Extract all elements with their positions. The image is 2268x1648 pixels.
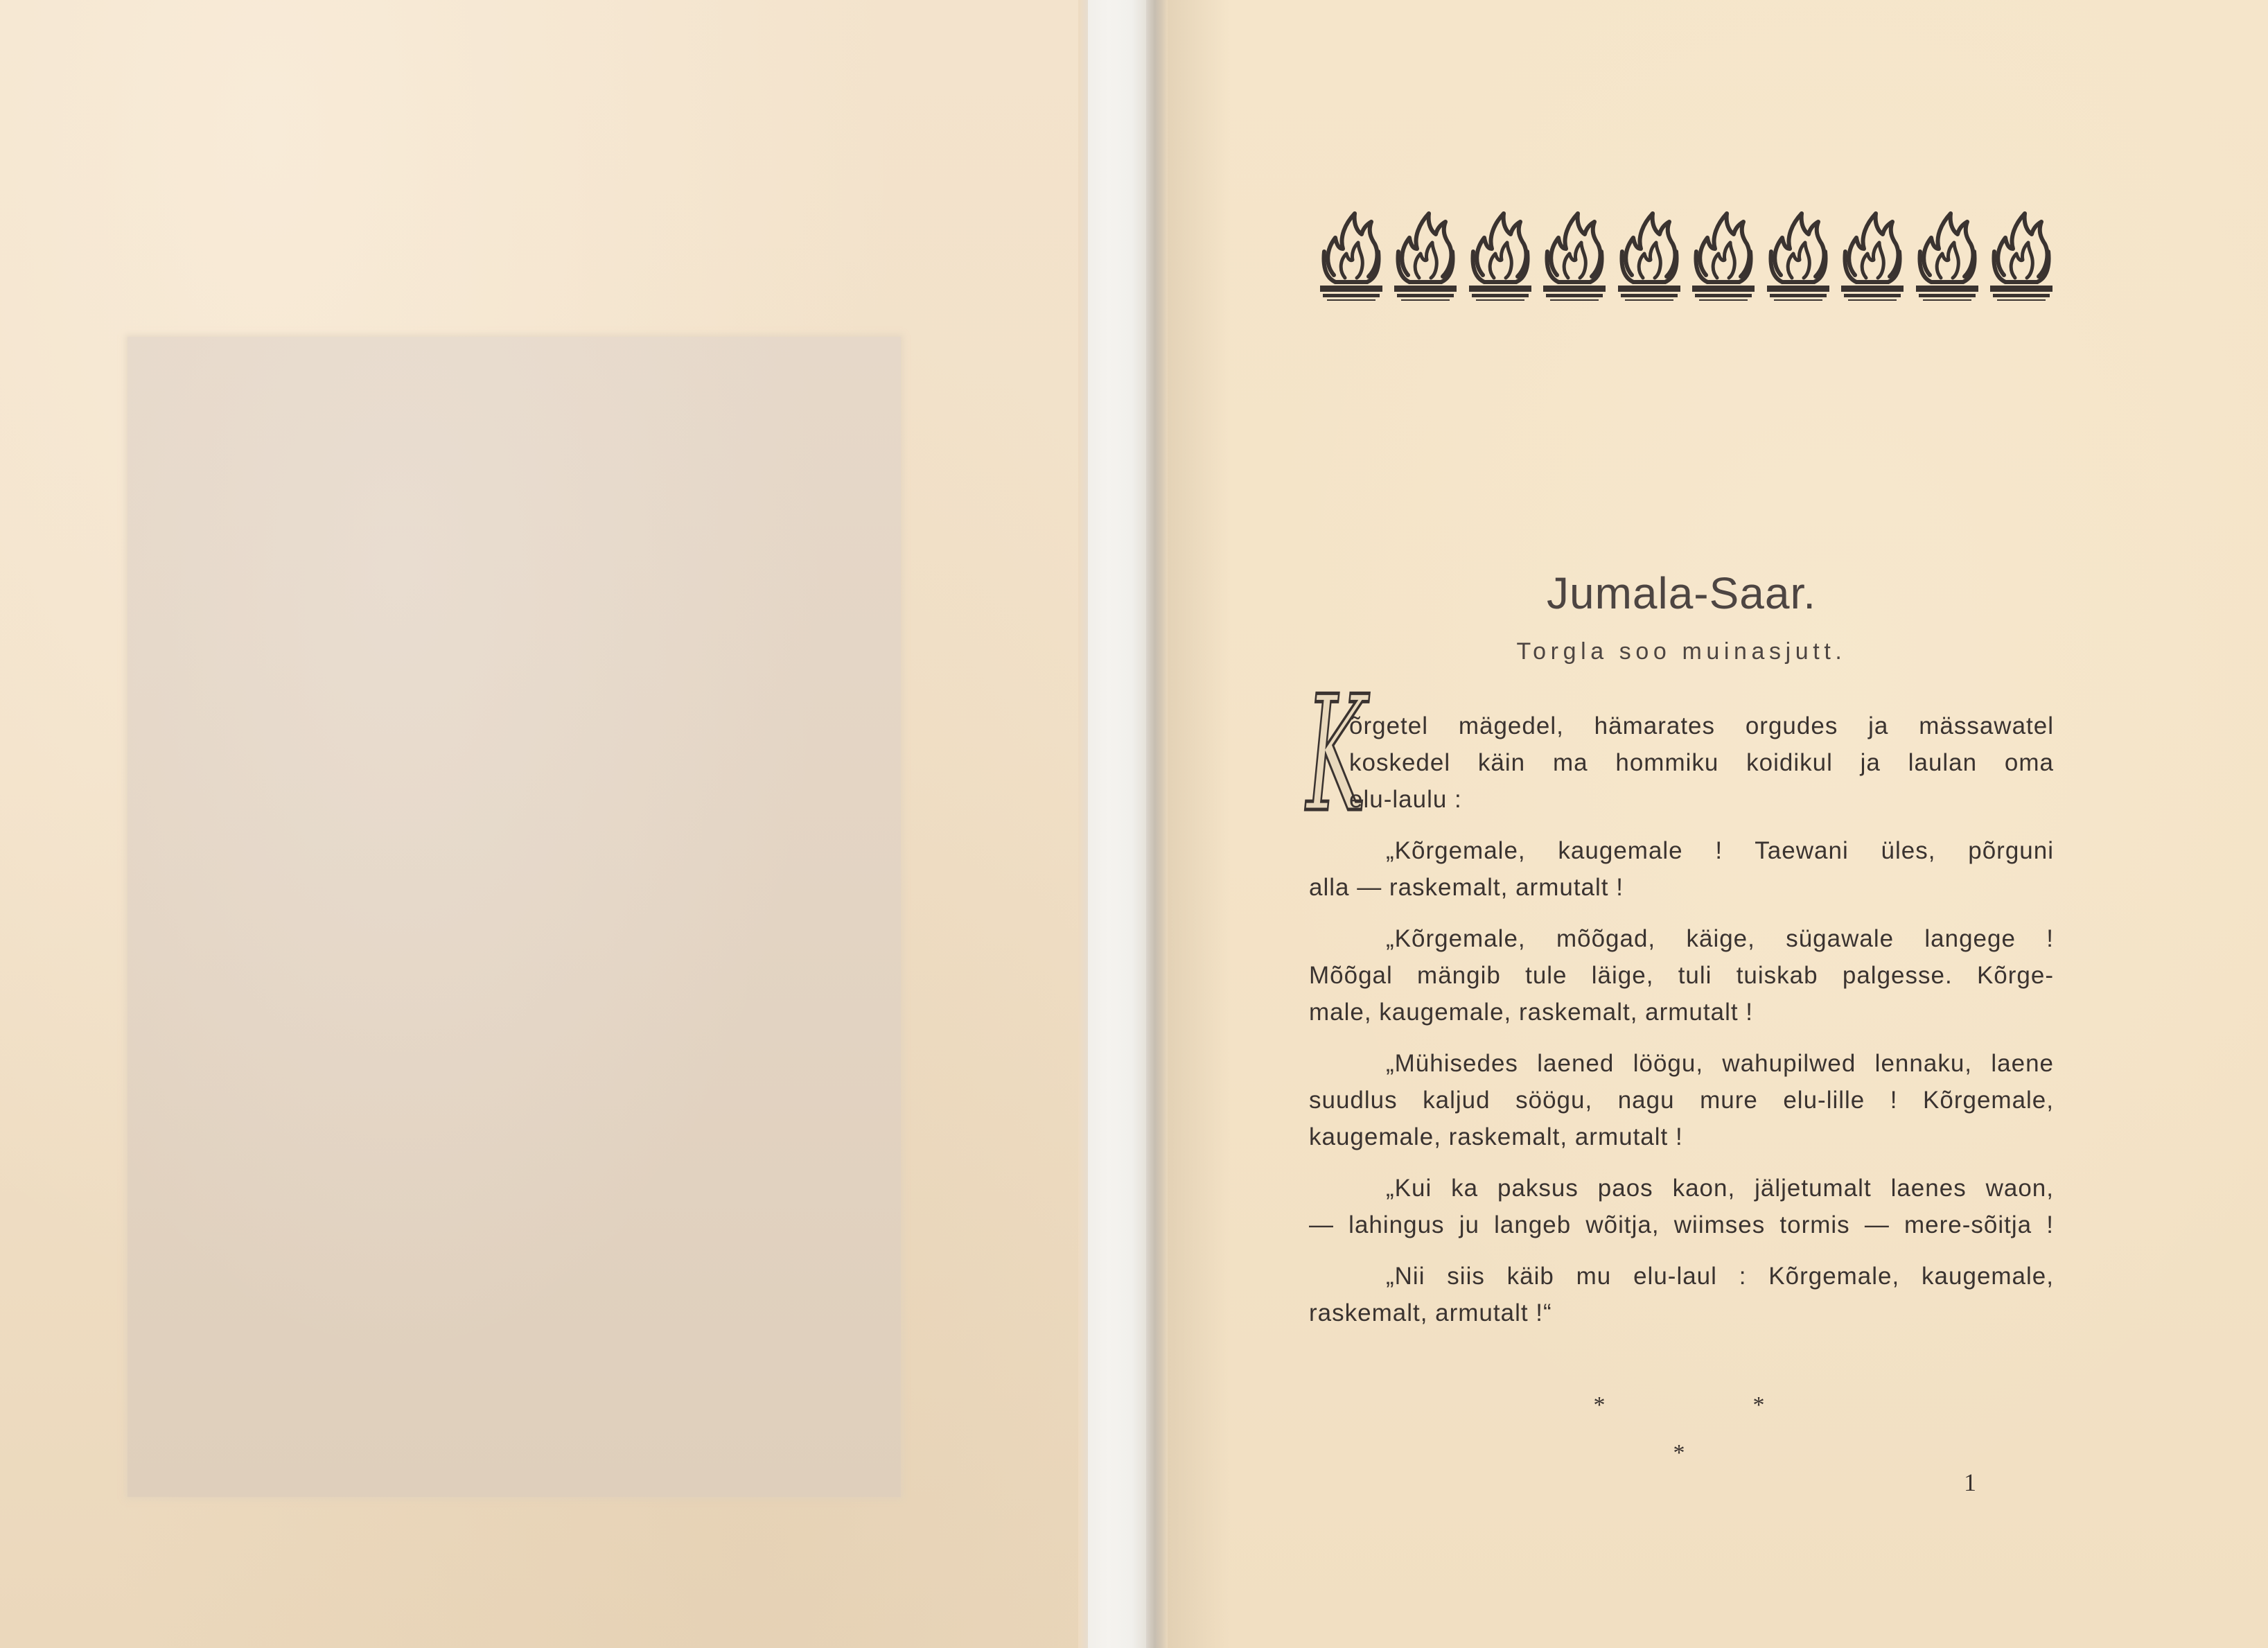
text-line: õrgetel mägedel, hämarates orgudes ja mässawatel [1349, 712, 2054, 739]
story-title: Jumala-Saar. [1546, 568, 1817, 618]
flame-brazier-icon [1617, 210, 1682, 304]
asterism-star: * [1673, 1440, 1685, 1466]
text-line: male, kaugemale, raskemalt, armutalt ! [1309, 999, 1754, 1026]
text-line: „Kui ka paksus paos kaon, jäljetumalt laenes waon, [1386, 1175, 2054, 1202]
text-line: raskemalt, armutalt !“ [1309, 1299, 1552, 1326]
text-line: „Nii siis käib mu elu-laul : Kõrgemale, kaugemale, [1386, 1263, 2054, 1290]
gutter-line [1146, 0, 1168, 1648]
flame-brazier-icon [1766, 210, 1831, 304]
flame-brazier-icon [1393, 210, 1458, 304]
text-line: „Kõrgemale, mõõgad, käige, sügawale langege ! [1386, 925, 2054, 952]
right-page [1168, 0, 2268, 1648]
story-text [1309, 708, 2054, 1331]
text-line: — lahingus ju langeb wõitja, wiimses tormis — mere-sõitja ! [1309, 1211, 2054, 1238]
text-line: alla — raskemalt, armutalt ! [1309, 874, 1624, 901]
flame-brazier-icon [1915, 210, 1980, 304]
paragraph [1309, 1045, 2054, 1155]
flame-brazier-icon [1319, 210, 1384, 304]
text-line: „Mühisedes laened löögu, wahupilwed lennaku, laene [1386, 1050, 2054, 1077]
ornament-row [1319, 210, 2054, 304]
flame-brazier-icon [1989, 210, 2054, 304]
text-line: elu-laulu : [1349, 786, 1462, 813]
text-line: „Kõrgemale, kaugemale ! Taewani üles, põrguni [1386, 837, 2054, 864]
text-line: suudlus kaljud söögu, nagu mure elu-lille ! Kõrgemale, [1309, 1087, 2054, 1114]
left-page [0, 0, 1078, 1648]
text-line: koskedel käin ma hommiku koidikul ja laulan oma [1349, 749, 2054, 776]
flame-brazier-icon [1542, 210, 1607, 304]
asterism-star: * [1752, 1392, 1765, 1418]
paragraph [1309, 920, 2054, 1031]
flame-brazier-icon [1840, 210, 1905, 304]
gutter-shadow [1078, 0, 1088, 1648]
paragraph [1309, 1258, 2054, 1331]
flame-brazier-icon [1468, 210, 1533, 304]
book-binding [1088, 0, 1146, 1648]
story-subtitle: Torgla soo muinasjutt. [1516, 638, 1847, 665]
text-line: kaugemale, raskemalt, armutalt ! [1309, 1123, 1683, 1150]
text-line: Mõõgal mängib tule läige, tuli tuiskab palgesse. Kõrge- [1309, 962, 2054, 989]
page-number: 1 [1964, 1469, 1976, 1496]
flame-brazier-icon [1691, 210, 1756, 304]
paragraph [1309, 1170, 2054, 1243]
asterism-star: * [1593, 1392, 1606, 1418]
paragraph [1309, 832, 2054, 906]
drop-cap: K [1306, 663, 1366, 848]
paragraph [1309, 708, 2054, 818]
blank-plate [128, 337, 901, 1497]
